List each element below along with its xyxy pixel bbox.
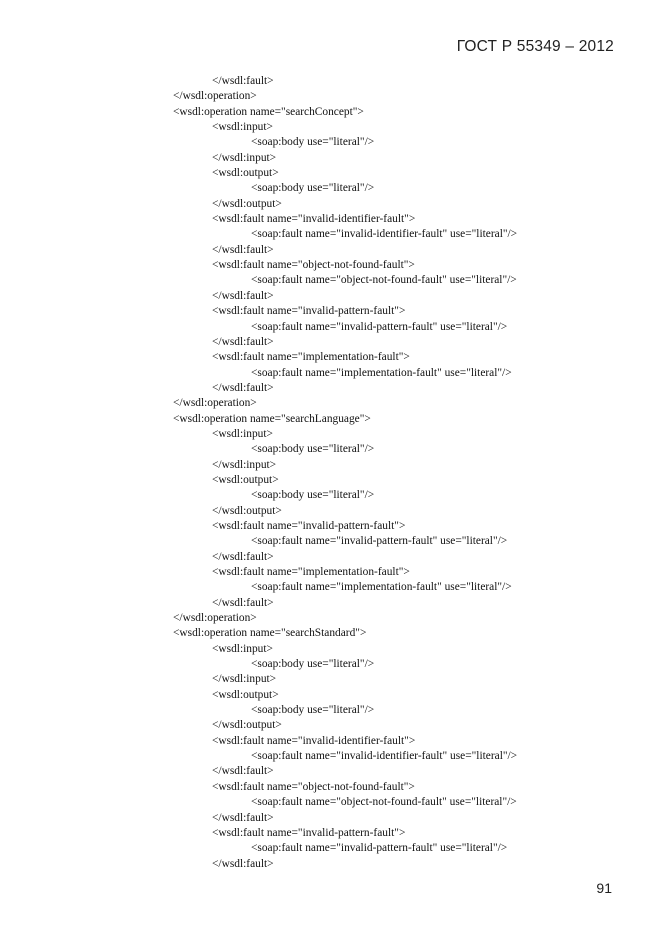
code-line: </wsdl:fault>	[212, 811, 274, 824]
code-line: <soap:fault name="implementation-fault" use="literal"/>	[251, 366, 512, 379]
code-line: <wsdl:input>	[212, 121, 273, 134]
code-line: <wsdl:input>	[212, 427, 273, 440]
code-line: <wsdl:fault name="invalid-identifier-fault">	[212, 734, 416, 747]
code-line: <wsdl:fault name="implementation-fault">	[212, 566, 410, 578]
code-line: </wsdl:fault>	[212, 243, 274, 256]
code-line: <wsdl:operation name="searchStandard">	[173, 627, 367, 640]
code-line: <soap:fault name="invalid-identifier-fault" use="literal"/>	[251, 750, 518, 763]
code-line: <wsdl:fault name="object-not-found-fault">	[212, 259, 415, 272]
code-line: </wsdl:operation>	[173, 90, 257, 103]
page-number: 91	[596, 880, 612, 896]
code-line: <soap:body use="literal"/>	[251, 489, 375, 502]
code-line: <soap:body use="literal"/>	[251, 704, 375, 717]
code-line: <soap:body use="literal"/>	[251, 443, 375, 456]
code-line: </wsdl:input>	[212, 151, 277, 164]
code-line: <soap:fault name="invalid-pattern-fault" use="literal"/>	[251, 842, 508, 855]
code-line: </wsdl:operation>	[173, 397, 257, 410]
code-line: <soap:body use="literal"/>	[251, 136, 375, 149]
code-line: <wsdl:fault name="invalid-identifier-fault">	[212, 213, 416, 226]
code-line: </wsdl:fault>	[212, 381, 274, 394]
code-line: <soap:fault name="invalid-pattern-fault" use="literal"/>	[251, 320, 508, 333]
code-line: <wsdl:operation name="searchLanguage">	[173, 412, 371, 425]
code-line: <soap:body use="literal"/>	[251, 182, 375, 195]
code-line: <wsdl:fault name="implementation-fault">	[212, 351, 410, 364]
code-line: <wsdl:output>	[212, 167, 279, 180]
code-line: </wsdl:output>	[212, 719, 282, 732]
code-line: </wsdl:fault>	[212, 335, 274, 348]
code-line: <soap:fault name="object-not-found-fault" use="literal"/>	[251, 274, 517, 287]
code-line: </wsdl:fault>	[212, 75, 274, 87]
code-line: <soap:fault name="implementation-fault" use="literal"/>	[251, 581, 512, 594]
code-line: <wsdl:output>	[212, 473, 279, 486]
code-line: </wsdl:output>	[212, 197, 282, 210]
code-line: <soap:fault name="object-not-found-fault" use="literal"/>	[251, 796, 517, 809]
code-line: <wsdl:fault name="object-not-found-fault">	[212, 780, 415, 793]
code-line: <wsdl:input>	[212, 642, 273, 655]
standard-header: ГОСТ Р 55349 – 2012	[456, 38, 614, 55]
code-line: </wsdl:fault>	[212, 765, 274, 778]
code-line: </wsdl:fault>	[212, 857, 274, 870]
code-line: </wsdl:input>	[212, 673, 277, 686]
code-line: <soap:body use="literal"/>	[251, 658, 375, 671]
code-line: <wsdl:fault name="invalid-pattern-fault">	[212, 519, 406, 532]
code-line: <wsdl:fault name="invalid-pattern-fault">	[212, 826, 406, 839]
code-line: <wsdl:output>	[212, 688, 279, 701]
code-line: <wsdl:operation name="searchConcept">	[173, 105, 364, 118]
code-listing	[173, 74, 517, 872]
code-line: <wsdl:fault name="invalid-pattern-fault">	[212, 305, 406, 318]
code-line: </wsdl:output>	[212, 504, 282, 517]
code-line: </wsdl:fault>	[212, 289, 274, 302]
code-line: </wsdl:operation>	[173, 612, 257, 625]
code-line: </wsdl:input>	[212, 458, 277, 471]
code-line: <soap:fault name="invalid-pattern-fault" use="literal"/>	[251, 535, 508, 548]
code-line: </wsdl:fault>	[212, 596, 274, 609]
code-line: <soap:fault name="invalid-identifier-fault" use="literal"/>	[251, 228, 518, 241]
code-line: </wsdl:fault>	[212, 550, 274, 563]
